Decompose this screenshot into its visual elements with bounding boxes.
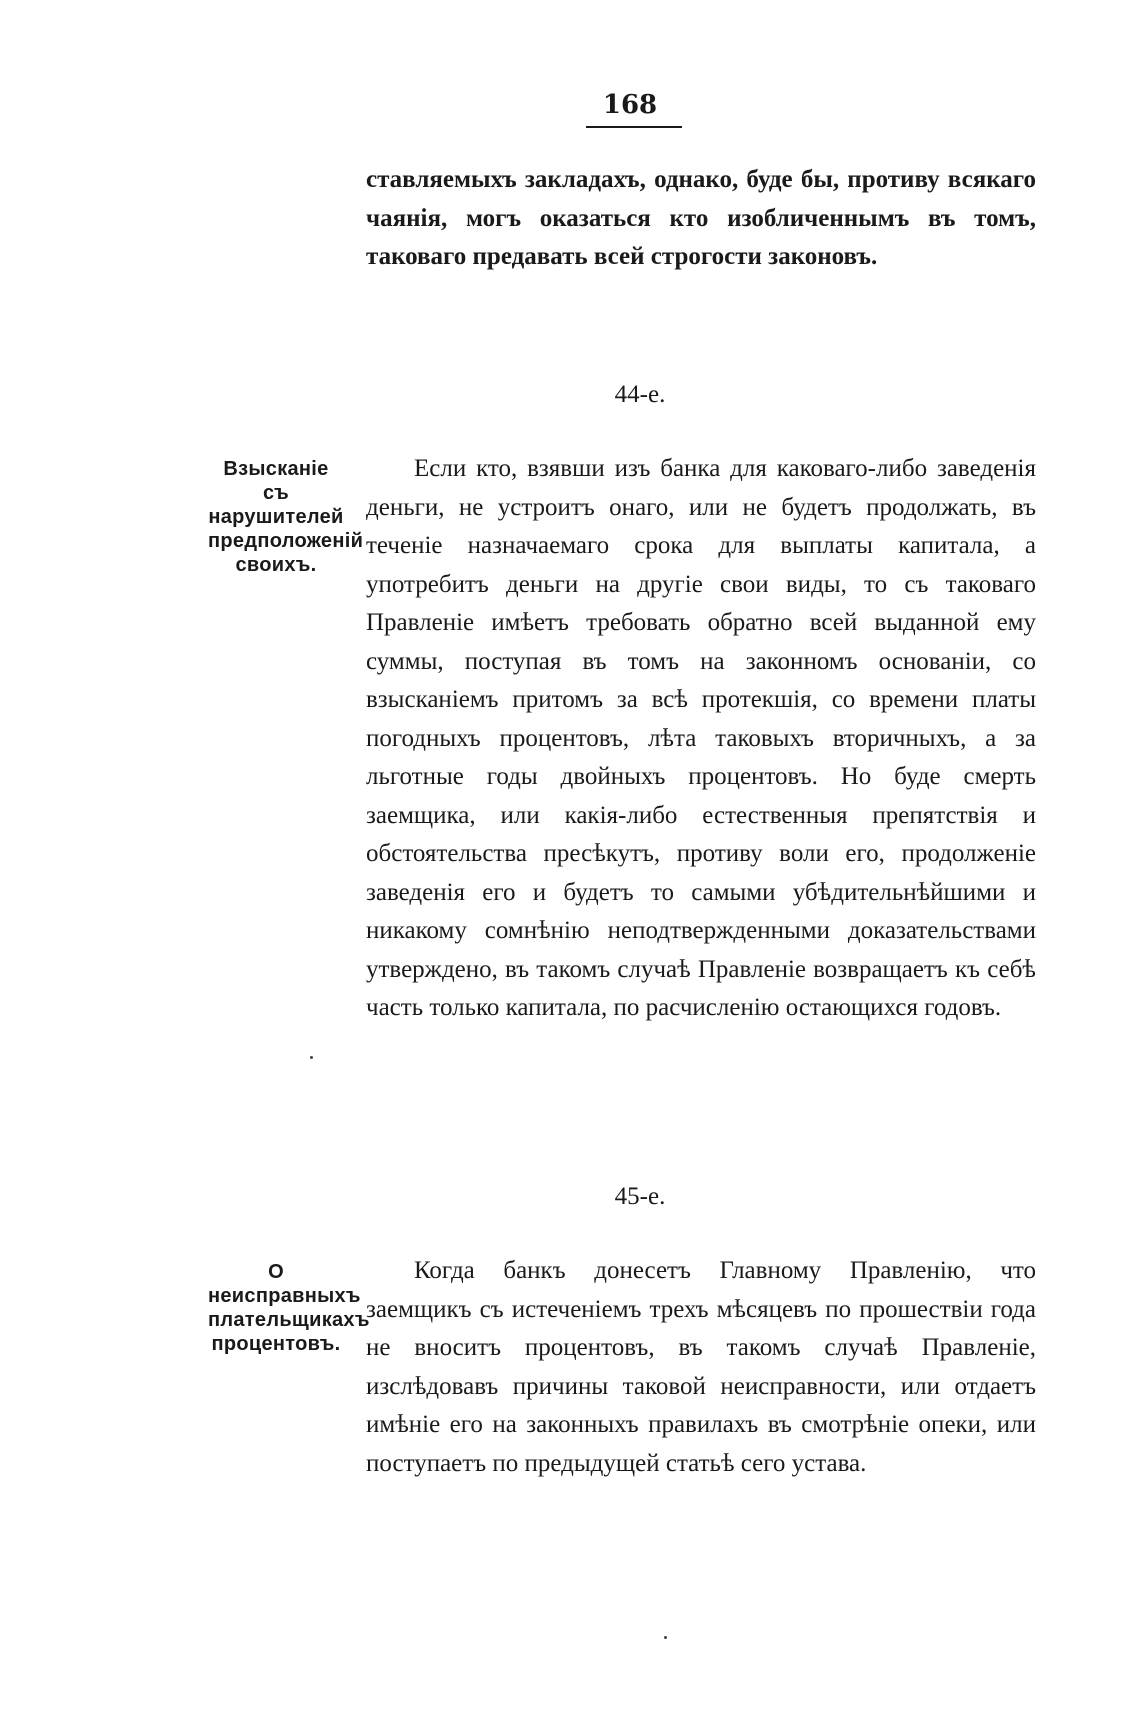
continuation-paragraph: ставляемыхъ закладахъ, однако, буде бы, противу всякаго чаянія, могъ оказаться кто изобличеннымъ въ томъ, таковаго предавать всей строгости законовъ.	[366, 166, 1036, 270]
page-number-rule	[586, 126, 682, 128]
section-45-side-note: О неисправныхъ плательщикахъ процентовъ.	[208, 1261, 370, 1355]
section-45-number: 45-е.	[614, 1183, 666, 1210]
page-number: 168	[602, 90, 658, 120]
print-speck	[310, 1056, 313, 1059]
section-45-paragraph: Когда банкъ донесетъ Главному Правленію, что заемщикъ съ истеченіемъ трехъ мѣсяцевъ по прошествіи года не вноситъ процентовъ, въ такомъ случаѣ Правленіе, изслѣдовавъ причины таковой неисправности, или отдаетъ имѣніе его на законныхъ правилахъ въ смотрѣніе опеки, или поступаетъ по предыдущей статьѣ сего устава.	[366, 1257, 1036, 1477]
section-44-side-note: Взысканіе съ нарушителей предположеній своихъ.	[208, 458, 364, 576]
section-44-paragraph: Если кто, взявши изъ банка для каковаго-либо заведенія деньги, не устроитъ онаго, или не будетъ продолжать, въ теченіе назначаемаго срока для выплаты капитала, а употребитъ деньги на другіе свои виды, то съ таковаго Правленіе имѣетъ требовать обратно всей выданной ему суммы, поступая въ томъ на законномъ основаніи, со взысканіемъ притомъ за всѣ протекшія, со времени платы погодныхъ процентовъ, лѣта таковыхъ вторичныхъ, а за льготные годы двойныхъ процентовъ. Но буде смерть заемщика, или какія-либо естественныя препятствія и обстоятельства пресѣкутъ, противу воли его, продолженіе заведенія его и будетъ то самыми убѣдительнѣйшими и никакому сомнѣнію неподтвержденными доказательствами утверждено, въ такомъ случаѣ Правленіе возвращаетъ къ себѣ часть только капитала, по расчисленію остающихся годовъ.	[366, 455, 1036, 1021]
section-44-number: 44-е.	[614, 381, 666, 408]
print-speck	[664, 1636, 667, 1639]
